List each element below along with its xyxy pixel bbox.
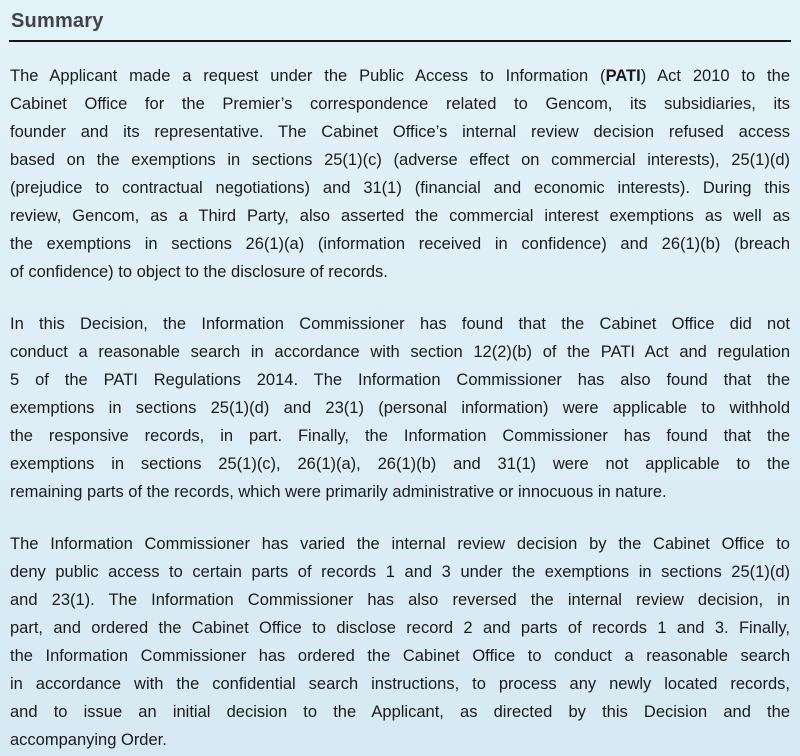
text-line: exemptions in sections 25(1)(c), 26(1)(a), 26(1)(b) and 31(1) were not applicable to the (10, 455, 790, 473)
text-line: conduct a reasonable search in accordance with section 12(2)(b) of the PATI Act and regulation (10, 343, 790, 361)
text-line: the Information Commissioner has ordered the Cabinet Office to conduct a reasonable search (10, 647, 790, 665)
text-line: Cabinet Office for the Premier’s correspondence related to Gencom, its subsidiaries, its (10, 95, 790, 113)
paragraph-3 (10, 530, 790, 754)
text-line: based on the exemptions in sections 25(1)(c) (adverse effect on commercial interests), 25(1)(d) (10, 151, 790, 169)
text-line: (prejudice to contractual negotiations) and 31(1) (financial and economic interests). During this (10, 179, 790, 197)
text-line: founder and its representative. The Cabinet Office’s internal review decision refused access (10, 123, 790, 141)
heading-underline (9, 40, 791, 42)
text-line: and 23(1). The Information Commissioner has also reversed the internal review decision, in (10, 591, 790, 609)
text-line: In this Decision, the Information Commissioner has found that the Cabinet Office did not (10, 315, 790, 333)
text-line: deny public access to certain parts of records 1 and 3 under the exemptions in sections 25(1)(d) (10, 563, 790, 581)
text-line: of confidence) to object to the disclosure of records. (10, 263, 388, 281)
text-line: accompanying Order. (10, 731, 167, 749)
text-line: the exemptions in sections 26(1)(a) (information received in confidence) and 26(1)(b) (breach (10, 235, 790, 253)
text-line: 5 of the PATI Regulations 2014. The Information Commissioner has also found that the (10, 371, 790, 389)
text-line: part, and ordered the Cabinet Office to disclose record 2 and parts of records 1 and 3. Finally, (10, 619, 790, 637)
text-line: review, Gencom, as a Third Party, also asserted the commercial interest exemptions as well as (10, 207, 790, 225)
section-heading: Summary (11, 10, 104, 32)
text-line: and to issue an initial decision to the Applicant, as directed by this Decision and the (10, 703, 790, 721)
summary-paragraphs (9, 62, 791, 754)
text-line: The Applicant made a request under the Public Access to Information (PATI) Act 2010 to the (10, 67, 790, 85)
paragraph-2 (10, 310, 790, 506)
text-line: remaining parts of the records, which were primarily administrative or innocuous in nature. (10, 483, 667, 501)
text-line: the responsive records, in part. Finally, the Information Commissioner has found that the (10, 427, 790, 445)
text-line: exemptions in sections 25(1)(d) and 23(1) (personal information) were applicable to withhold (10, 399, 790, 417)
text-line: in accordance with the confidential search instructions, to process any newly located records, (10, 675, 790, 693)
text-line: The Information Commissioner has varied the internal review decision by the Cabinet Office to (10, 535, 790, 553)
paragraph-1 (10, 62, 790, 286)
